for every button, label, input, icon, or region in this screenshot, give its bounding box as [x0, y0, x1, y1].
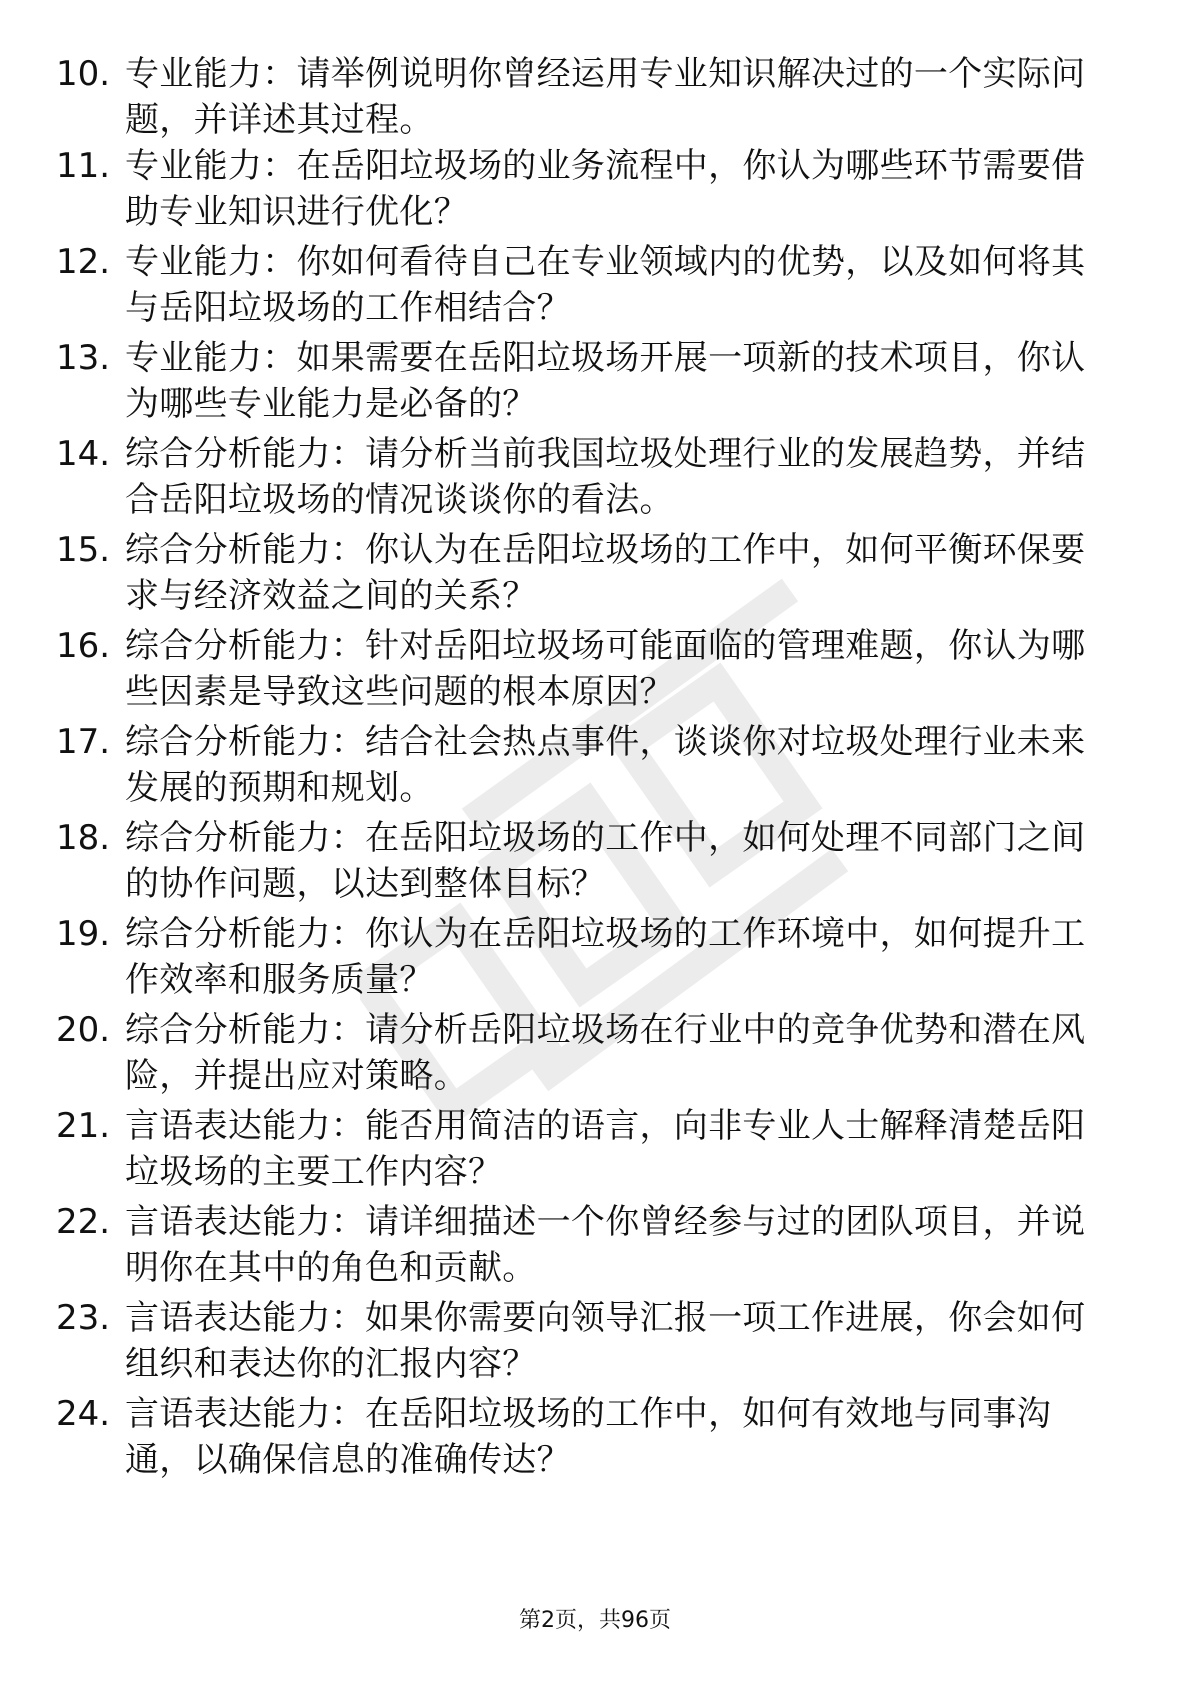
question-item [0, 431, 1190, 541]
question-line: 险，并提出应对策略。 [125, 1056, 468, 1096]
question-number: 21. [56, 1106, 111, 1146]
question-number: 14. [56, 434, 111, 474]
question-line: 题，并详述其过程。 [125, 100, 434, 140]
question-number: 20. [56, 1010, 111, 1050]
question-line: 合岳阳垃圾场的情况谈谈你的看法。 [125, 480, 674, 520]
question-line: 作效率和服务质量？ [125, 960, 434, 1000]
question-number: 23. [56, 1298, 111, 1338]
question-item [0, 719, 1190, 829]
question-number: 12. [56, 242, 111, 282]
question-text [125, 719, 1125, 811]
question-number: 11. [56, 146, 111, 186]
question-text [125, 335, 1125, 427]
question-line: 言语表达能力：在岳阳垃圾场的工作中，如何有效地与同事沟 [125, 1394, 1052, 1434]
question-item [0, 143, 1190, 253]
question-line: 专业能力：如果需要在岳阳垃圾场开展一项新的技术项目，你认 [125, 338, 1086, 378]
question-number: 13. [56, 338, 111, 378]
question-line: 的协作问题，以达到整体目标？ [125, 864, 606, 904]
question-item [0, 623, 1190, 733]
question-item [0, 335, 1190, 445]
page-number-footer: 第2页，共96页 [519, 1608, 671, 1633]
question-text [125, 815, 1125, 907]
question-item [0, 1295, 1190, 1405]
question-item [0, 815, 1190, 925]
question-text [125, 1103, 1125, 1195]
question-text [125, 911, 1125, 1003]
question-line: 通，以确保信息的准确传达？ [125, 1440, 571, 1480]
question-text [125, 51, 1125, 143]
question-item [0, 1103, 1190, 1213]
question-line: 综合分析能力：你认为在岳阳垃圾场的工作环境中，如何提升工 [125, 914, 1086, 954]
question-line: 言语表达能力：请详细描述一个你曾经参与过的团队项目，并说 [125, 1202, 1086, 1242]
question-line: 综合分析能力：请分析当前我国垃圾处理行业的发展趋势，并结 [125, 434, 1086, 474]
question-line: 明你在其中的角色和贡献。 [125, 1248, 537, 1288]
question-item [0, 1391, 1190, 1501]
question-line: 求与经济效益之间的关系？ [125, 576, 537, 616]
question-text [125, 431, 1125, 523]
question-text [125, 239, 1125, 331]
question-line: 发展的预期和规划。 [125, 768, 434, 808]
question-item [0, 239, 1190, 349]
question-item [0, 527, 1190, 637]
question-number: 10. [56, 54, 111, 94]
question-number: 18. [56, 818, 111, 858]
question-text [125, 1007, 1125, 1099]
question-line: 综合分析能力：在岳阳垃圾场的工作中，如何处理不同部门之间 [125, 818, 1086, 858]
question-line: 言语表达能力：如果你需要向领导汇报一项工作进展，你会如何 [125, 1298, 1086, 1338]
question-line: 综合分析能力：结合社会热点事件，谈谈你对垃圾处理行业未来 [125, 722, 1086, 762]
question-text [125, 527, 1125, 619]
question-line: 专业能力：在岳阳垃圾场的业务流程中，你认为哪些环节需要借 [125, 146, 1086, 186]
question-item [0, 1007, 1190, 1117]
question-number: 17. [56, 722, 111, 762]
question-line: 垃圾场的主要工作内容？ [125, 1152, 503, 1192]
question-line: 专业能力：你如何看待自己在专业领域内的优势，以及如何将其 [125, 242, 1086, 282]
question-text [125, 1295, 1125, 1387]
question-number: 22. [56, 1202, 111, 1242]
question-text [125, 1391, 1125, 1483]
question-line: 综合分析能力：针对岳阳垃圾场可能面临的管理难题，你认为哪 [125, 626, 1086, 666]
question-number: 19. [56, 914, 111, 954]
question-text [125, 143, 1125, 235]
question-text [125, 1199, 1125, 1291]
question-item [0, 1199, 1190, 1309]
question-number: 16. [56, 626, 111, 666]
question-text [125, 623, 1125, 715]
question-line: 与岳阳垃圾场的工作相结合？ [125, 288, 571, 328]
question-line: 综合分析能力：你认为在岳阳垃圾场的工作中，如何平衡环保要 [125, 530, 1086, 570]
question-line: 些因素是导致这些问题的根本原因？ [125, 672, 674, 712]
question-line: 言语表达能力：能否用简洁的语言，向非专业人士解释清楚岳阳 [125, 1106, 1086, 1146]
question-line: 为哪些专业能力是必备的？ [125, 384, 537, 424]
question-line: 组织和表达你的汇报内容？ [125, 1344, 537, 1384]
question-line: 专业能力：请举例说明你曾经运用专业知识解决过的一个实际问 [125, 54, 1086, 94]
question-number: 24. [56, 1394, 111, 1434]
question-item [0, 911, 1190, 1021]
question-line: 综合分析能力：请分析岳阳垃圾场在行业中的竞争优势和潜在风 [125, 1010, 1086, 1050]
question-line: 助专业知识进行优化？ [125, 192, 468, 232]
question-number: 15. [56, 530, 111, 570]
